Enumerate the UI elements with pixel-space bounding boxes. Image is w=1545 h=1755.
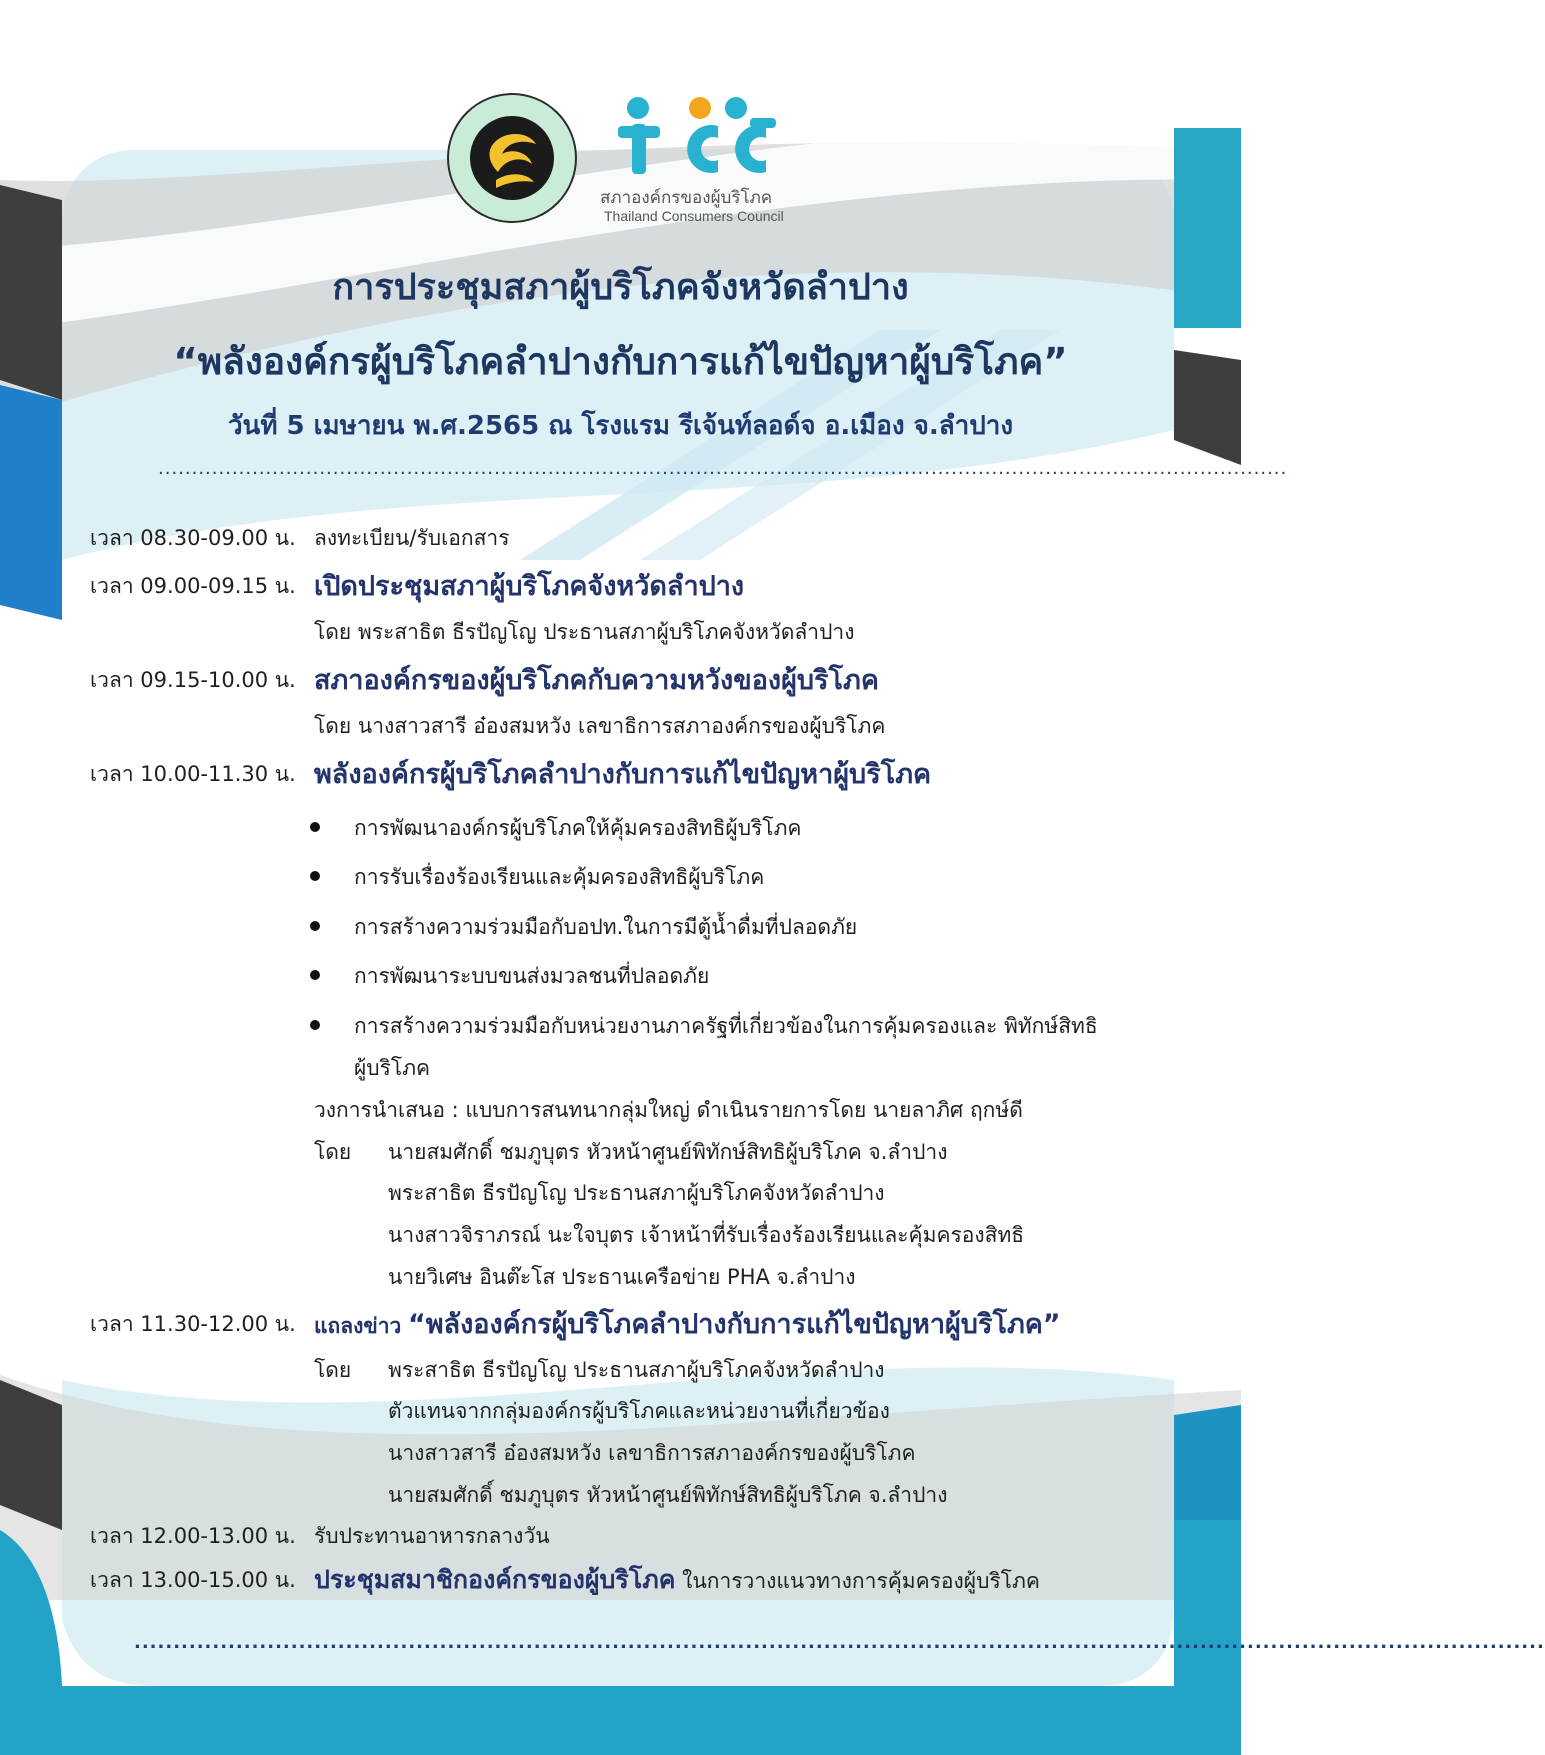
session-topic-list: การพัฒนาองค์กรผู้บริโภคให้คุ้มครองสิทธิผู้บริโภค การรับเรื่องร้องเรียนและคุ้มครองสิทธิผู้บริโภค การสร้างความร่วมมือกับอปท.ในการมีตู้น้ำดื่มที่ปลอดภัย การพัฒนาระบบขนส่งมวลชนที่ปลอดภัย การสร้างความร่วมมือกับหน่วยงานภาครัฐที่เกี่ยวข้องในการคุ้มครองและ พิทักษ์สิทธิ ผู้บริโภค xyxy=(90,812,1150,1132)
panel-format-text: วงการนำเสนอ : แบบการสนทนากลุ่มใหญ่ ดำเนินรายการโดย นายลาภิศ ฤกษ์ดี xyxy=(314,1098,1023,1122)
press-heading xyxy=(314,1302,1061,1345)
agenda-text: รับประทานอาหารกลางวัน xyxy=(314,1524,550,1548)
by-label: โดย xyxy=(314,1358,352,1382)
agenda-text: ในการวางแนวทางการคุ้มครองผู้บริโภค xyxy=(675,1569,1040,1593)
consumer-protection-center-seal xyxy=(446,92,578,224)
tcc-logo xyxy=(600,96,800,226)
header-dotted-rule: ........................................................................................................................................................................ xyxy=(158,458,1288,479)
bullet-icon xyxy=(310,871,320,881)
speaker-name: ตัวแทนจากกลุ่มองค์กรผู้บริโภคและหน่วยงานที่เกี่ยวข้อง xyxy=(388,1399,890,1423)
agenda-time: เวลา 09.00-09.15 น. xyxy=(90,574,296,598)
speaker-name: นายสมศักดิ์ ชมภูบุตร หัวหน้าศูนย์พิทักษ์สิทธิผู้บริโภค จ.ลำปาง xyxy=(388,1483,948,1507)
agenda-heading: สภาองค์กรของผู้บริโภคกับความหวังของผู้บริโภค xyxy=(314,665,879,696)
date-venue: วันที่ 5 เมษายน พ.ศ.2565 ณ โรงแรม รีเจ้นท์ลอด์จ อ.เมือง จ.ลำปาง xyxy=(227,411,1014,441)
agenda-time: เวลา 08.30-09.00 น. xyxy=(90,526,296,550)
speaker-name: พระสาธิต ธีรปัญโญ ประธานสภาผู้บริโภคจังหวัดลำปาง xyxy=(388,1358,885,1382)
by-label: โดย xyxy=(314,1140,352,1164)
press-title: “พลังองค์กรผู้บริโภคลำปางกับการแก้ไขปัญหาผู้บริโภค” xyxy=(408,1309,1061,1340)
bullet-icon xyxy=(310,921,320,931)
press-speakers xyxy=(90,1354,1150,1524)
press-label: แถลงข่าว xyxy=(314,1314,402,1338)
agenda-time: เวลา 11.30-12.00 น. xyxy=(90,1312,296,1336)
agenda-speaker: โดย นางสาวสารี อ๋องสมหวัง เลขาธิการสภาองค์กรของผู้บริโภค xyxy=(314,714,886,738)
logo-row xyxy=(0,92,1241,232)
agenda-heading: ประชุมสมาชิกองค์กรของผู้บริโภค xyxy=(314,1565,676,1594)
speaker-name: นางสาวสารี อ๋องสมหวัง เลขาธิการสภาองค์กรของผู้บริโภค xyxy=(388,1441,916,1465)
bullet-icon xyxy=(310,1020,320,1030)
speaker-name: นายสมศักดิ์ ชมภูบุตร หัวหน้าศูนย์พิทักษ์สิทธิผู้บริโภค จ.ลำปาง xyxy=(388,1140,948,1164)
agenda-time: เวลา 12.00-13.00 น. xyxy=(90,1524,296,1548)
agenda-time: เวลา 09.15-10.00 น. xyxy=(90,668,296,692)
agenda-heading: เปิดประชุมสภาผู้บริโภคจังหวัดลำปาง xyxy=(314,571,745,602)
tcc-mark-icon xyxy=(600,96,800,184)
main-title: การประชุมสภาผู้บริโภคจังหวัดลำปาง xyxy=(332,267,909,308)
speaker-name: นายวิเศษ อินต๊ะโส ประธานเครือข่าย PHA จ.ลำปาง xyxy=(388,1265,856,1289)
bullet-icon xyxy=(310,822,320,832)
footer-dotted-rule: .................................................................................................................................................................................... xyxy=(134,1632,1545,1653)
agenda-text: ลงทะเบียน/รับเอกสาร xyxy=(314,526,510,550)
speaker-name: นางสาวจิราภรณ์ นะใจบุตร เจ้าหน้าที่รับเรื่องร้องเรียนและคุ้มครองสิทธิ xyxy=(388,1223,1025,1247)
panel-speakers xyxy=(90,1136,1150,1306)
member-meeting-text xyxy=(314,1560,1040,1600)
tcc-name-english: Thailand Consumers Council xyxy=(604,208,784,224)
speaker-name: พระสาธิต ธีรปัญโญ ประธานสภาผู้บริโภคจังหวัดลำปาง xyxy=(388,1181,885,1205)
agenda-heading: พลังองค์กรผู้บริโภคลำปางกับการแก้ไขปัญหาผู้บริโภค xyxy=(314,759,932,790)
agenda-time: เวลา 13.00-15.00 น. xyxy=(90,1568,296,1592)
subtitle-theme: “พลังองค์กรผู้บริโภคลำปางกับการแก้ไขปัญหาผู้บริโภค” xyxy=(173,340,1068,383)
bullet-icon xyxy=(310,970,320,980)
agenda-speaker: โดย พระสาธิต ธีรปัญโญ ประธานสภาผู้บริโภคจังหวัดลำปาง xyxy=(314,620,855,644)
agenda-time: เวลา 10.00-11.30 น. xyxy=(90,762,296,786)
tcc-name-thai: สภาองค์กรของผู้บริโภค xyxy=(600,188,773,208)
